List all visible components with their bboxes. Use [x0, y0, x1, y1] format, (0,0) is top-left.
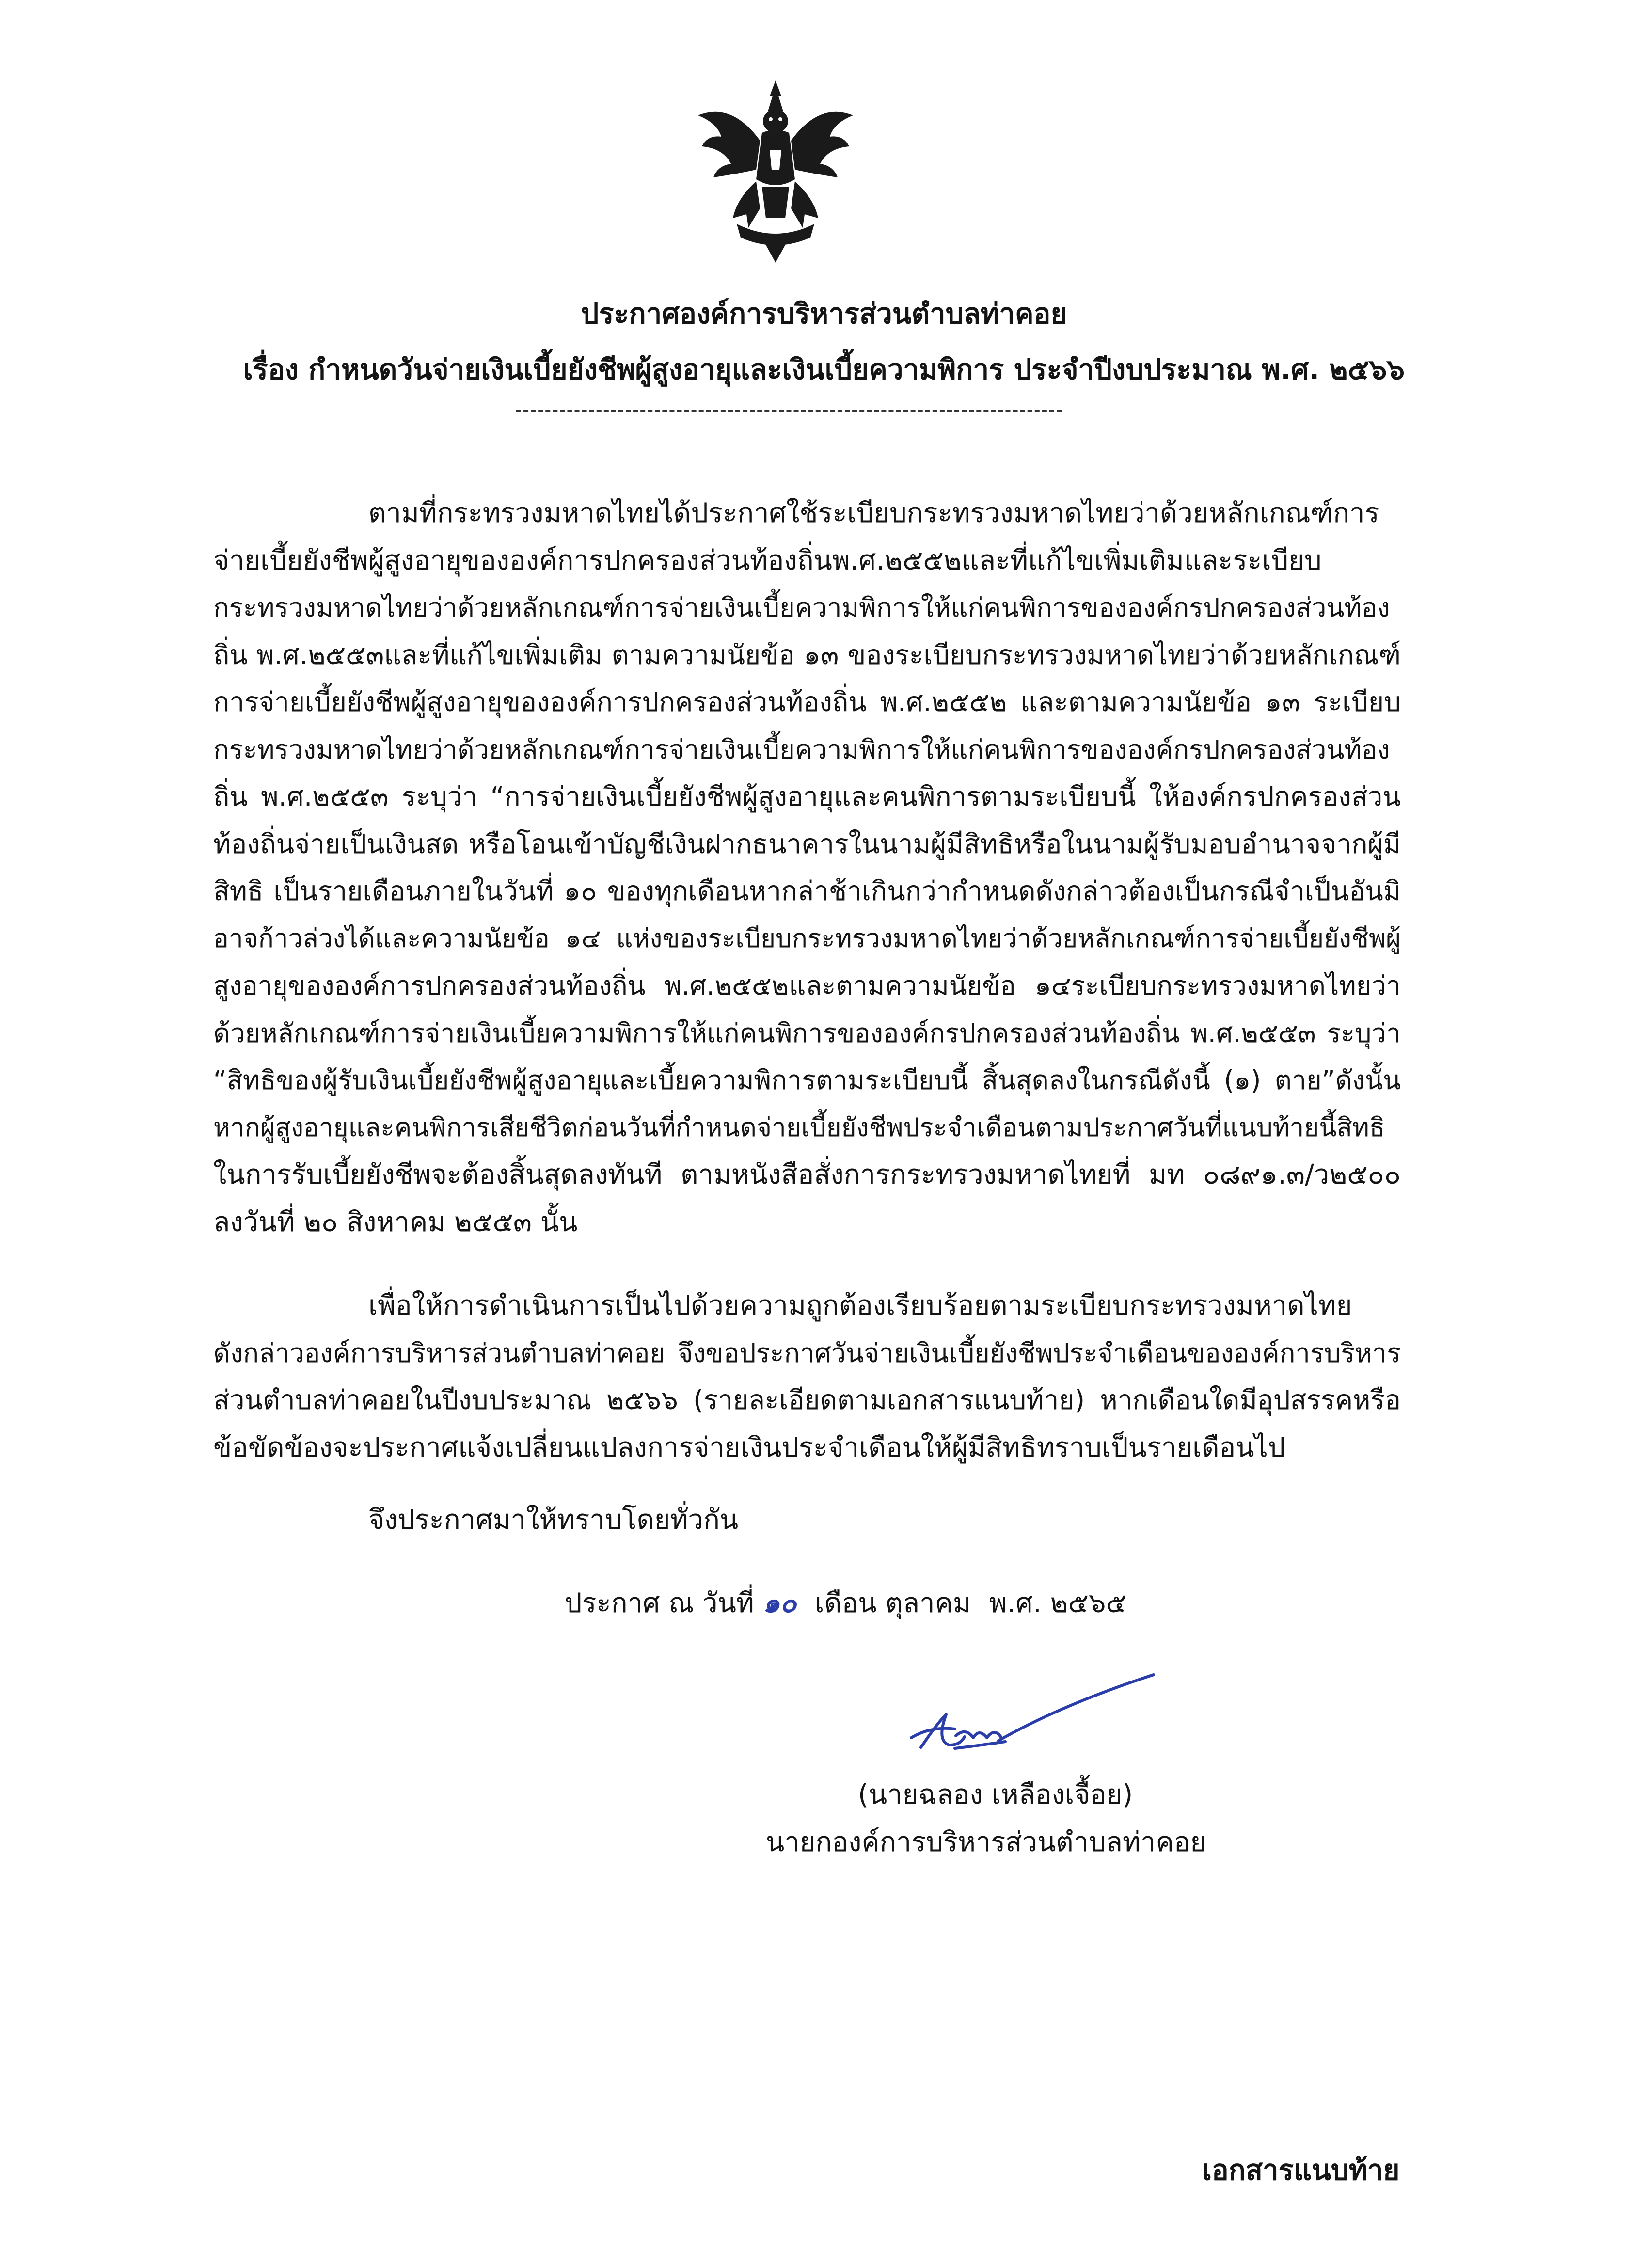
date-month: ตุลาคม — [885, 1587, 971, 1619]
paragraph-line: กระทรวงมหาดไทยว่าด้วยหลักเกณฑ์การจ่ายเงินเบี้ยความพิการให้แก่คนพิการขององค์กรปกครองส่วนท้อง — [213, 734, 1390, 765]
closing-line: จึงประกาศมาให้ทราบโดยทั่วกัน — [368, 1504, 739, 1536]
paragraph-line: สิทธิ เป็นรายเดือนภายในวันที่ ๑๐ ของทุกเดือนหากล่าช้าเกินกว่ากำหนดดังกล่าวต้องเป็นกรณีจำเป็นอันมิ — [213, 875, 1401, 906]
paragraph-line: กระทรวงมหาดไทยว่าด้วยหลักเกณฑ์การจ่ายเงินเบี้ยความพิการให้แก่คนพิการขององค์กรปกครองส่วนท้อง — [213, 592, 1390, 623]
announcement-title: ประกาศองค์การบริหารส่วนตำบลท่าคอย — [581, 297, 1067, 330]
signer-name: (นายฉลอง เหลืองเจื้อย) — [858, 1779, 1133, 1810]
paragraph-2 — [213, 1282, 1401, 1471]
heading-divider — [516, 410, 1062, 412]
garuda-emblem-icon — [679, 73, 872, 267]
paragraph-line: หากผู้สูงอายุและคนพิการเสียชีวิตก่อนวันที่กำหนดจ่ายเบี้ยยังชีพประจำเดือนตามประกาศวันที่แนบท้ายนี้สิทธิ — [213, 1112, 1385, 1142]
paragraph-line: “สิทธิของผู้รับเงินเบี้ยยังชีพผู้สูงอายุและเบี้ยความพิการตามระเบียบนี้ สิ้นสุดลงในกรณีดังนี้ (๑) ตาย”ดังนั้น — [213, 1065, 1401, 1095]
announcement-subject: เรื่อง กำหนดวันจ่ายเงินเบี้ยยังชีพผู้สูงอายุและเงินเบี้ยความพิการ ประจำปีงบประมาณ พ.ศ. ๒๕๖๖ — [243, 353, 1405, 386]
paragraph-line: ดังกล่าวองค์การบริหารส่วนตำบลท่าคอย จึงขอประกาศวันจ่ายเงินเบี้ยยังชีพประจำเดือนขององค์การบริหาร — [213, 1337, 1401, 1368]
paragraph-line: ถิ่น พ.ศ.๒๕๕๓ ระบุว่า “การจ่ายเงินเบี้ยยังชีพผู้สูงอายุและคนพิการตามระเบียบนี้ ให้องค์กรปกครองส่วน — [213, 781, 1401, 812]
attachment-label: เอกสารแนบท้าย — [1202, 2154, 1400, 2187]
paragraph-line: ข้อขัดข้องจะประกาศแจ้งเปลี่ยนแปลงการจ่ายเงินประจำเดือนให้ผู้มีสิทธิทราบเป็นรายเดือนไป — [213, 1431, 1285, 1463]
signer-title: นายกองค์การบริหารส่วนตำบลท่าคอย — [766, 1826, 1206, 1858]
date-day: ๑๐ — [762, 1587, 797, 1619]
paragraph-1 — [213, 490, 1401, 1246]
date-prefix: ประกาศ ณ วันที่ — [565, 1587, 754, 1619]
paragraph-line: เพื่อให้การดำเนินการเป็นไปด้วยความถูกต้องเรียบร้อยตามระเบียบกระทรวงมหาดไทย — [368, 1290, 1352, 1321]
handwritten-signature — [902, 1665, 1173, 1772]
paragraph-line: ในการรับเบี้ยยังชีพจะต้องสิ้นสุดลงทันที ตามหนังสือสั่งการกระทรวงมหาดไทยที่ มท ๐๘๙๑.๓/ว๒๕๐๐ — [213, 1159, 1401, 1190]
announcement-date — [565, 1581, 1126, 1624]
paragraph-line: ท้องถิ่นจ่ายเป็นเงินสด หรือโอนเข้าบัญชีเงินฝากธนาคารในนามผู้มีสิทธิหรือในนามผู้รับมอบอำนาจจากผู้มี — [213, 828, 1401, 859]
date-year: ๒๕๖๕ — [1050, 1587, 1126, 1619]
paragraph-line: ด้วยหลักเกณฑ์การจ่ายเงินเบี้ยความพิการให้แก่คนพิการขององค์กรปกครองส่วนท้องถิ่น พ.ศ.๒๕๕๓ ระบุว่า — [213, 1017, 1401, 1048]
date-month-label: เดือน — [815, 1587, 877, 1619]
paragraph-line: สูงอายุขององค์การปกครองส่วนท้องถิ่น พ.ศ.๒๕๕๒และตามความนัยข้อ ๑๔ระเบียบกระทรวงมหาดไทยว่า — [213, 970, 1401, 1001]
paragraph-line: อาจก้าวล่วงได้และความนัยข้อ ๑๔ แห่งของระเบียบกระทรวงมหาดไทยว่าด้วยหลักเกณฑ์การจ่ายเบี้ยยังชีพผู้ — [213, 923, 1401, 953]
paragraph-line: จ่ายเบี้ยยังชีพผู้สูงอายุขององค์การปกครองส่วนท้องถิ่นพ.ศ.๒๕๕๒และที่แก้ไขเพิ่มเติมและระเบียบ — [213, 544, 1322, 576]
paragraph-line: ถิ่น พ.ศ.๒๕๕๓และที่แก้ไขเพิ่มเติม ตามความนัยข้อ ๑๓ ของระเบียบกระทรวงมหาดไทยว่าด้วยหลักเกณฑ์ — [213, 639, 1401, 670]
paragraph-line: ลงวันที่ ๒๐ สิงหาคม ๒๕๕๓ นั้น — [213, 1206, 578, 1238]
date-year-label: พ.ศ. — [989, 1587, 1042, 1619]
paragraph-line: ตามที่กระทรวงมหาดไทยได้ประกาศใช้ระเบียบกระทรวงมหาดไทยว่าด้วยหลักเกณฑ์การ — [368, 497, 1379, 529]
paragraph-line: การจ่ายเบี้ยยังชีพผู้สูงอายุขององค์การปกครองส่วนท้องถิ่น พ.ศ.๒๕๕๒ และตามความนัยข้อ ๑๓ ระเบียบ — [213, 686, 1401, 717]
paragraph-line: ส่วนตำบลท่าคอยในปีงบประมาณ ๒๕๖๖ (รายละเอียดตามเอกสารแนบท้าย) หากเดือนใดมีอุปสรรคหรือ — [213, 1384, 1401, 1415]
